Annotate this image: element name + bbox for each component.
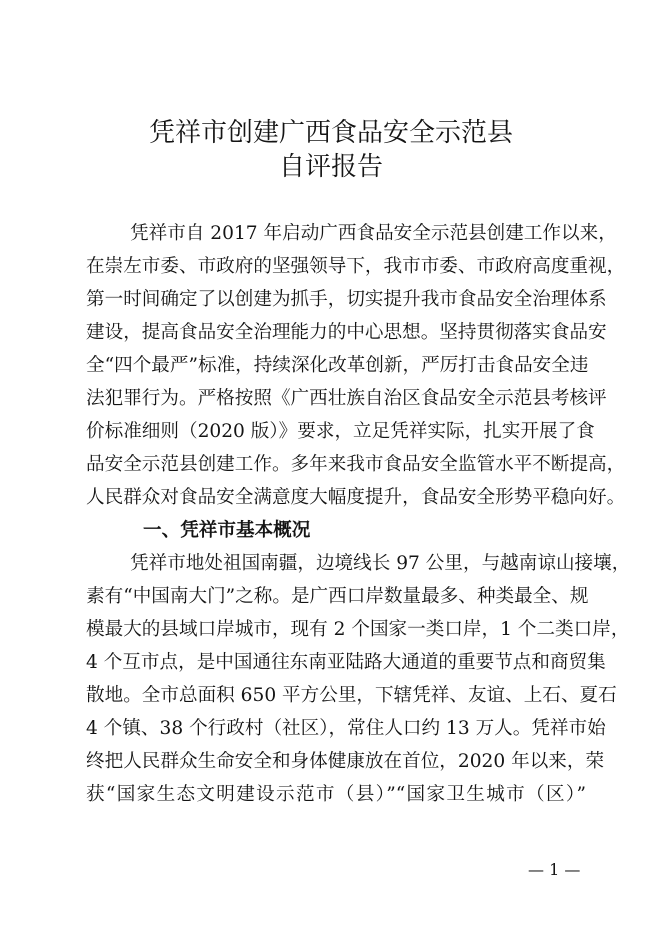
section-line: 4 个镇、38 个行政村（社区），常住人口约 13 万人。凭祥市始 — [86, 718, 606, 739]
section-line: 凭祥市地处祖国南疆，边境线长 97 公里，与越南谅山接壤， — [130, 553, 631, 574]
intro-line: 全“四个最严”标准，持续深化改革创新，严厉打击食品安全违 — [86, 355, 589, 376]
section-line: 4 个互市点，是中国通往东南亚陆路大通道的重要节点和商贸集 — [86, 652, 606, 673]
page-number: — 1 — — [528, 860, 581, 879]
intro-line: 价标准细则（2020 版）》要求，立足凭祥实际，扎实开展了食 — [86, 421, 595, 442]
intro-line: 建设，提高食品安全治理能力的中心思想。坚持贯彻落实食品安 — [86, 322, 607, 343]
document-title-line-1: 凭祥市创建广西食品安全示范县 — [148, 118, 513, 148]
document-title-line-2: 自评报告 — [278, 152, 383, 182]
section-line: 终把人民群众生命安全和身体健康放在首位，2020 年以来，荣 — [86, 751, 605, 772]
section-line: 散地。全市总面积 650 平方公里，下辖凭祥、友谊、上石、夏石 — [86, 685, 617, 706]
intro-line: 人民群众对食品安全满意度大幅度提升，食品安全形势平稳向好。 — [86, 487, 626, 508]
section-line: 模最大的县域口岸城市，现有 2 个国家一类口岸，1 个二类口岸， — [86, 619, 630, 640]
intro-line: 凭祥市自 2017 年启动广西食品安全示范县创建工作以来， — [130, 223, 617, 244]
intro-line: 品安全示范县创建工作。多年来我市食品安全监管水平不断提高， — [86, 454, 626, 475]
intro-line: 法犯罪行为。严格按照《广西壮族自治区食品安全示范县考核评 — [86, 388, 607, 409]
intro-line: 在崇左市委、市政府的坚强领导下，我市市委、市政府高度重视， — [86, 256, 626, 277]
section-line: 获“国家生态文明建设示范市（县）”“国家卫生城市（区）” — [86, 784, 586, 805]
section-line: 素有“中国南大门”之称。是广西口岸数量最多、种类最全、规 — [86, 586, 589, 607]
intro-line: 第一时间确定了以创建为抓手，切实提升我市食品安全治理体系 — [86, 289, 607, 310]
section-heading: 一、凭祥市基本概况 — [143, 520, 311, 541]
